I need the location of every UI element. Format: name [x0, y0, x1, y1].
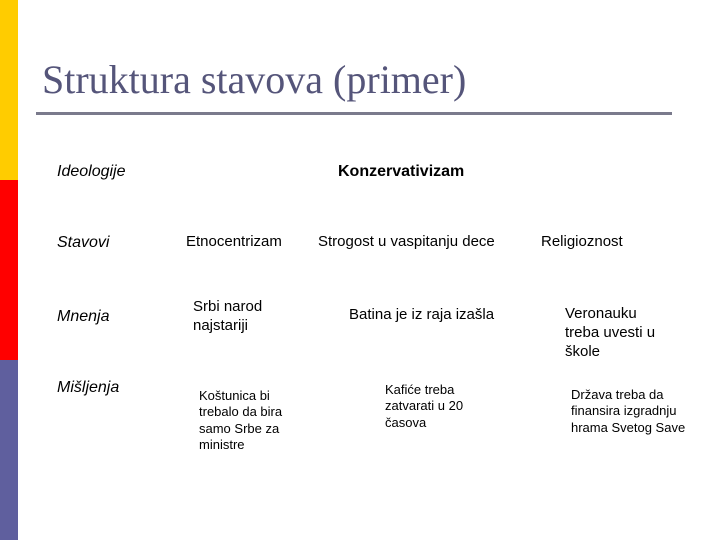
- title-underline: [36, 112, 672, 115]
- opinion-religious-education: Veronauku treba uvesti u škole: [565, 305, 656, 360]
- accent-bar-blue: [0, 360, 18, 540]
- attitude-ethnocentrism: Etnocentrizam: [186, 233, 282, 250]
- opinion-corporal-punishment: Batina je iz raja izašla: [349, 306, 495, 323]
- thought-ministers: Koštunica bi trebalo da bira samo Srbe za ministre: [199, 388, 283, 452]
- row-label-ideologije: Ideologije: [57, 163, 126, 180]
- opinion-serbs-oldest: Srbi narod najstariji: [193, 298, 263, 334]
- thought-church-funding: Država treba da finansira izgradnju hrama Svetog Save: [571, 387, 686, 435]
- accent-bar-red: [0, 180, 18, 360]
- thought-cafes: Kafiće treba zatvarati u 20 časova: [385, 382, 464, 430]
- ideology-conservatism: Konzervativizam: [338, 163, 465, 180]
- slide-title: Struktura stavova (primer): [42, 57, 467, 102]
- row-label-stavovi: Stavovi: [57, 234, 110, 251]
- attitude-strict-upbringing: Strogost u vaspitanju dece: [318, 233, 495, 250]
- attitude-religiosity: Religioznost: [541, 233, 623, 250]
- accent-bar-yellow: [0, 0, 18, 180]
- row-label-misljenja: Mišljenja: [57, 379, 120, 396]
- row-label-mnenja: Mnenja: [57, 308, 110, 325]
